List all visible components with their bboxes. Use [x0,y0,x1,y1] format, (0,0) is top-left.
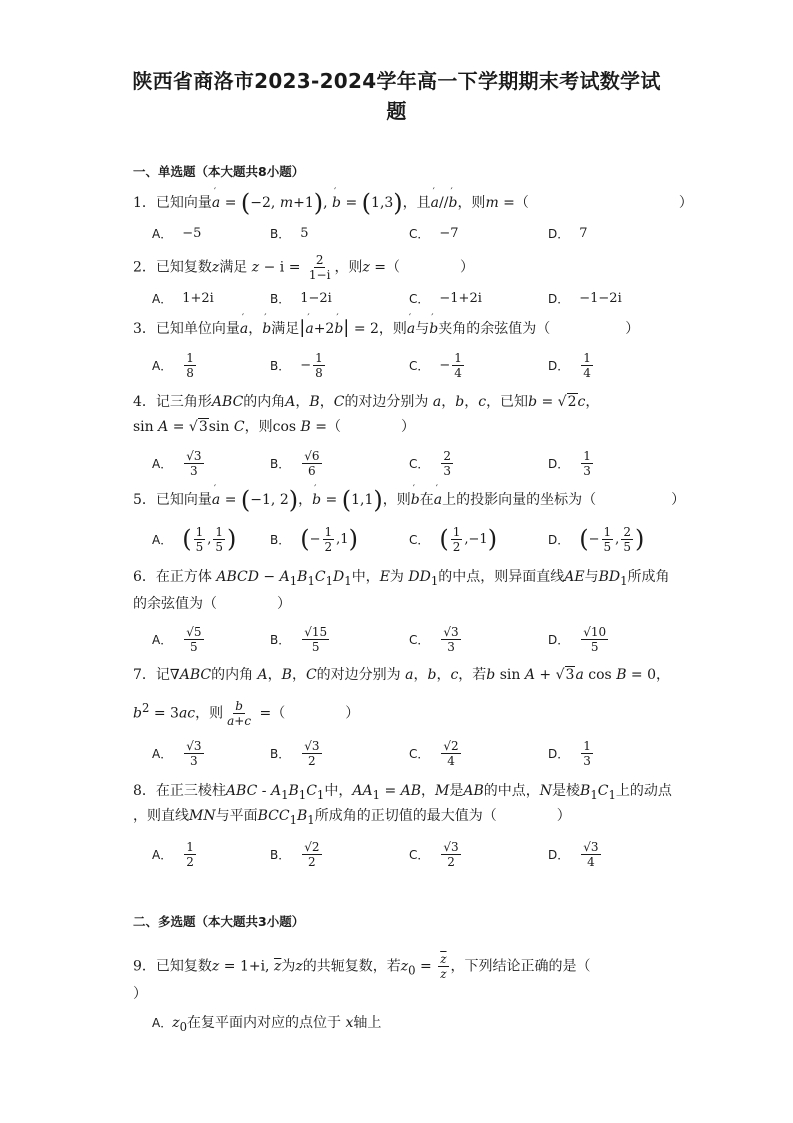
section-heading-single-choice: 一、单选题（本大题共8小题） [133,164,305,179]
q1-option-a[interactable]: A． −5 [152,225,202,241]
question-7-line-1: 7．记∇ABC的内角 A，B，C的对边分别为 a，b，c，若b sin A + √3a cos B = 0， [133,667,671,683]
q1-option-d[interactable]: D． 7 [548,225,588,241]
q8-option-a[interactable]: A． $\frac{1}{2}$ [152,839,194,869]
question-3: 3．已知单位向量′ a，′ b满足|′ a+2′ b| = 2，则′ a与′ b夹角的余弦值为（ ） [133,318,673,339]
question-4-line-2: sin A = √3sin C，则cos B =（ ） [133,419,415,435]
q7-option-c[interactable]: C． $\frac{√2}{4}$ [409,738,459,768]
question-6-line-1: 6．在正方体 ABCD − $A_1B_1C_1D_1$中，E为 $DD_1$的中点，则异面直线AE与$BD_1$所成角 [133,569,670,588]
q4-options [152,446,672,480]
section-heading-multi-choice: 二、多选题（本大题共3小题） [133,914,305,929]
q3-options [152,348,672,382]
q4-option-d[interactable]: D． $\frac{1}{3}$ [548,448,591,478]
q3-option-b[interactable]: B． − $\frac{1}{8}$ [270,350,323,380]
question-4-line-1: 4．记三角形ABC的内角A，B，C的对边分别为 a，b，c，已知b = √2c， [133,394,600,410]
q3-option-d[interactable]: D． $\frac{1}{4}$ [548,350,591,380]
exam-title [120,66,673,126]
q2-option-a[interactable]: A． 1+2i [152,290,214,306]
q4-option-a[interactable]: A． $\frac{√3}{3}$ [152,448,202,478]
q5-option-d[interactable]: D． ( − $\frac{1}{5}$ , $\frac{2}{5}$ ) [548,524,645,554]
q2-option-b[interactable]: B． 1−2i [270,290,332,306]
q2-options [152,281,672,315]
question-9-line-1: 9．已知复数z = 1+i, $\overline{z}$为z的共轭复数，若$z_0$ = $\frac{\overline{z}}{z}$ ，下列结论正确的是（ [133,952,591,981]
q3-option-a[interactable]: A． $\frac{1}{8}$ [152,350,194,380]
question-8-line-2: ，则直线MN与平面$BCC_1B_1$所成角的正切值的最大值为（ ） [133,808,571,827]
q5-option-b[interactable]: B． ( − $\frac{1}{2}$ ,1 ) [270,524,358,554]
q8-option-b[interactable]: B． $\frac{√2}{2}$ [270,839,320,869]
q6-options [152,622,672,656]
q6-option-b[interactable]: B． $\frac{√15}{5}$ [270,624,328,654]
title-line-1: 陕西省商洛市2023-2024学年高一下学期期末考试数学试 [132,69,661,93]
q7-option-a[interactable]: A． $\frac{√3}{3}$ [152,738,202,768]
question-8-line-1: 8．在正三棱柱ABC - $A_1B_1C_1$中，$AA_1$ = AB，M是AB的中点，N是棱$B_1C_1$上的动点 [133,783,672,802]
question-9-line-2: ） [133,986,147,1002]
question-2: 2．已知复数z满足 z − i = $\frac{2}{1-i}$ ，则z =（ ） [133,253,475,282]
question-6-line-2: 的余弦值为（ ） [133,596,291,612]
q4-option-b[interactable]: B． $\frac{√6}{6}$ [270,448,320,478]
title-line-2: 题 [386,99,407,123]
q4-option-c[interactable]: C． $\frac{2}{3}$ [409,448,452,478]
question-5: 5．已知向量′ a = (−1, 2)，′ b = (1,1)，则′ b在′ a上的投影向量的坐标为（ ） [133,490,673,510]
q2-option-c[interactable]: C． −1+2i [409,290,482,306]
q7-option-d[interactable]: D． $\frac{1}{3}$ [548,738,591,768]
q6-option-a[interactable]: A． $\frac{√5}{5}$ [152,624,202,654]
q7-options [152,736,672,770]
q9-option-a[interactable]: A．$z_0$在复平面内对应的点位于 x轴上 [152,1015,382,1034]
q7-option-b[interactable]: B． $\frac{√3}{2}$ [270,738,320,768]
q5-option-a[interactable]: A． ( $\frac{1}{5}$ , $\frac{1}{5}$ ) [152,524,237,554]
q5-option-c[interactable]: C． ( $\frac{1}{2}$ ,−1 ) [409,524,498,554]
q2-option-d[interactable]: D． −1−2i [548,290,622,306]
q6-option-c[interactable]: C． $\frac{√3}{3}$ [409,624,459,654]
q1-option-b[interactable]: B． 5 [270,225,309,241]
q8-option-c[interactable]: C． $\frac{√3}{2}$ [409,839,459,869]
q8-option-d[interactable]: D． $\frac{√3}{4}$ [548,839,599,869]
q3-option-c[interactable]: C． − $\frac{1}{4}$ [409,350,462,380]
q8-options [152,837,672,871]
question-7-line-2: $b^2 = 3ac$，则 $\frac{b}{a+c}$ =（ ） [133,699,360,729]
q1-option-c[interactable]: C． −7 [409,225,459,241]
q6-option-d[interactable]: D． $\frac{√10}{5}$ [548,624,607,654]
q1-options [152,216,672,250]
question-1: 1．已知向量′ a = (−2, m+1), ′ b = (1,3)，且′ a//′ b，则m =（ ） [133,193,673,213]
q5-options [152,522,672,556]
